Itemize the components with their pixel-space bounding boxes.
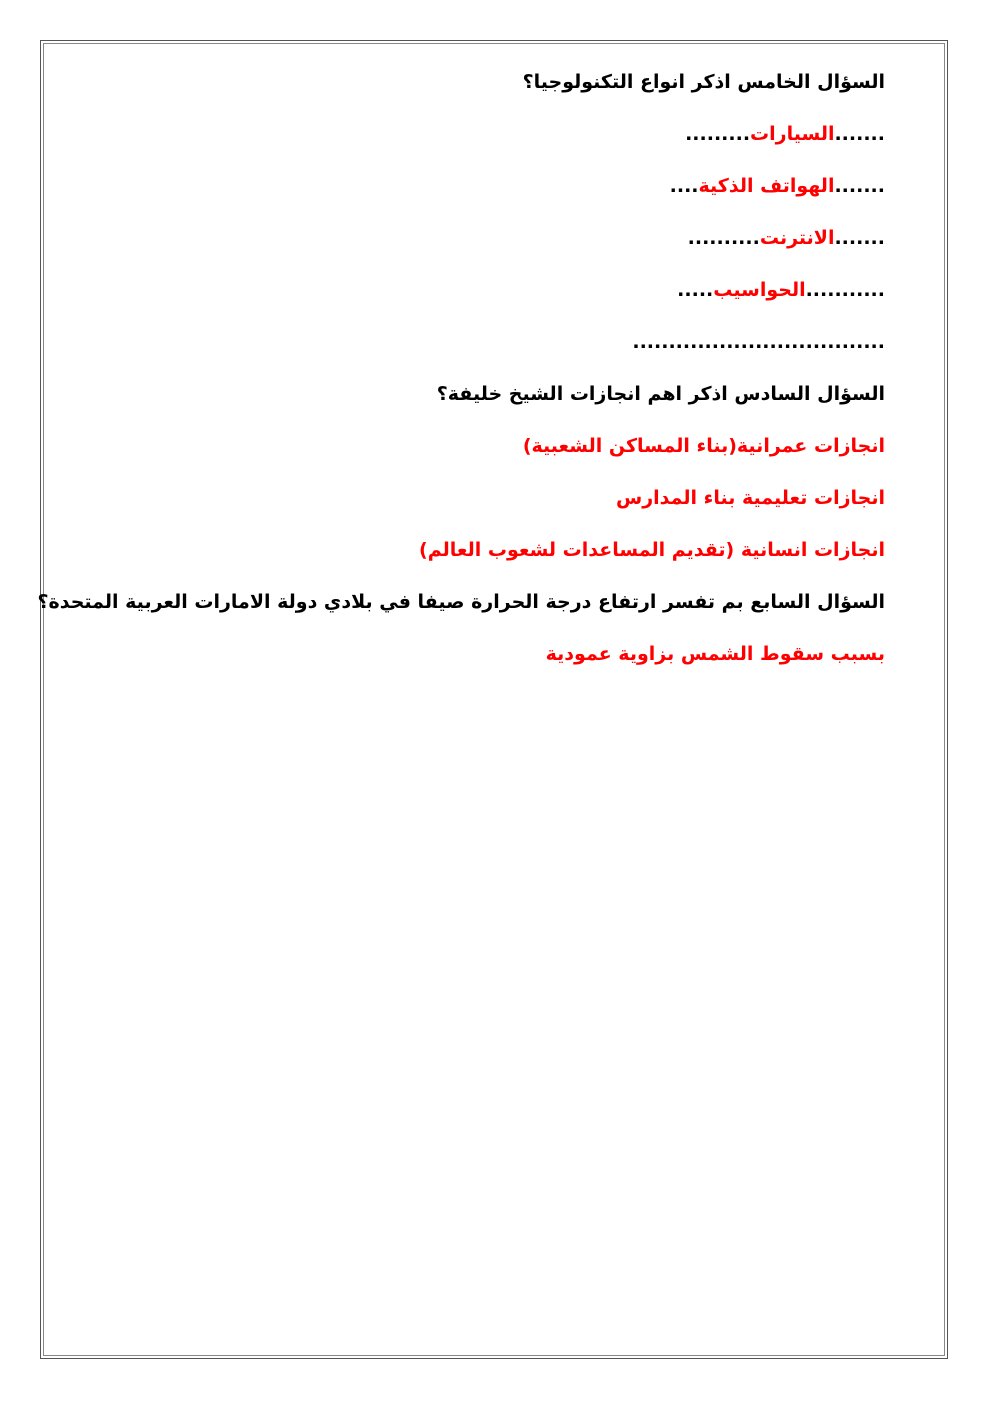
worksheet-content bbox=[37, 56, 885, 680]
answer-dots-trail: ......... bbox=[685, 123, 751, 145]
answer-text: السيارات bbox=[750, 123, 835, 145]
answer-dots-lead: ........... bbox=[805, 279, 885, 301]
answer-text: الحواسيب bbox=[713, 279, 806, 301]
answer-dots-lead: ....... bbox=[834, 123, 885, 145]
answer-dots-trail: ..... bbox=[677, 279, 714, 301]
q5-answer-line-4 bbox=[90, 264, 885, 316]
question-5: السؤال الخامس اذكر انواع التكنولوجيا؟ bbox=[522, 71, 885, 93]
answer-dots-trail: .... bbox=[669, 175, 699, 197]
answer-dots-lead: ................................... bbox=[632, 331, 885, 353]
answer-text: الانترنت bbox=[759, 227, 835, 249]
q5-answer-line-5 bbox=[90, 316, 885, 368]
answer-dots-trail: .......... bbox=[687, 227, 760, 249]
q6-answer-3: انجازات انسانية (تقديم المساعدات لشعوب العالم) bbox=[419, 539, 885, 561]
q5-answer-line-2 bbox=[90, 160, 885, 212]
q5-answer-line-1 bbox=[90, 108, 885, 160]
answer-dots-lead: ....... bbox=[834, 175, 885, 197]
answer-text: الهواتف الذكية bbox=[698, 175, 835, 197]
q6-answer-1: انجازات عمرانية(بناء المساكن الشعبية) bbox=[522, 435, 885, 457]
answer-dots-lead: ....... bbox=[834, 227, 885, 249]
q7-answer: بسبب سقوط الشمس بزاوية عمودية bbox=[545, 643, 885, 665]
question-7: السؤال السابع بم تفسر ارتفاع درجة الحرارة صيفا في بلادي دولة الامارات العربية المتحدة؟ bbox=[37, 591, 885, 613]
question-6: السؤال السادس اذكر اهم انجازات الشيخ خليفة؟ bbox=[436, 383, 885, 405]
q6-answer-2: انجازات تعليمية بناء المدارس bbox=[615, 487, 885, 509]
q5-answer-line-3 bbox=[90, 212, 885, 264]
